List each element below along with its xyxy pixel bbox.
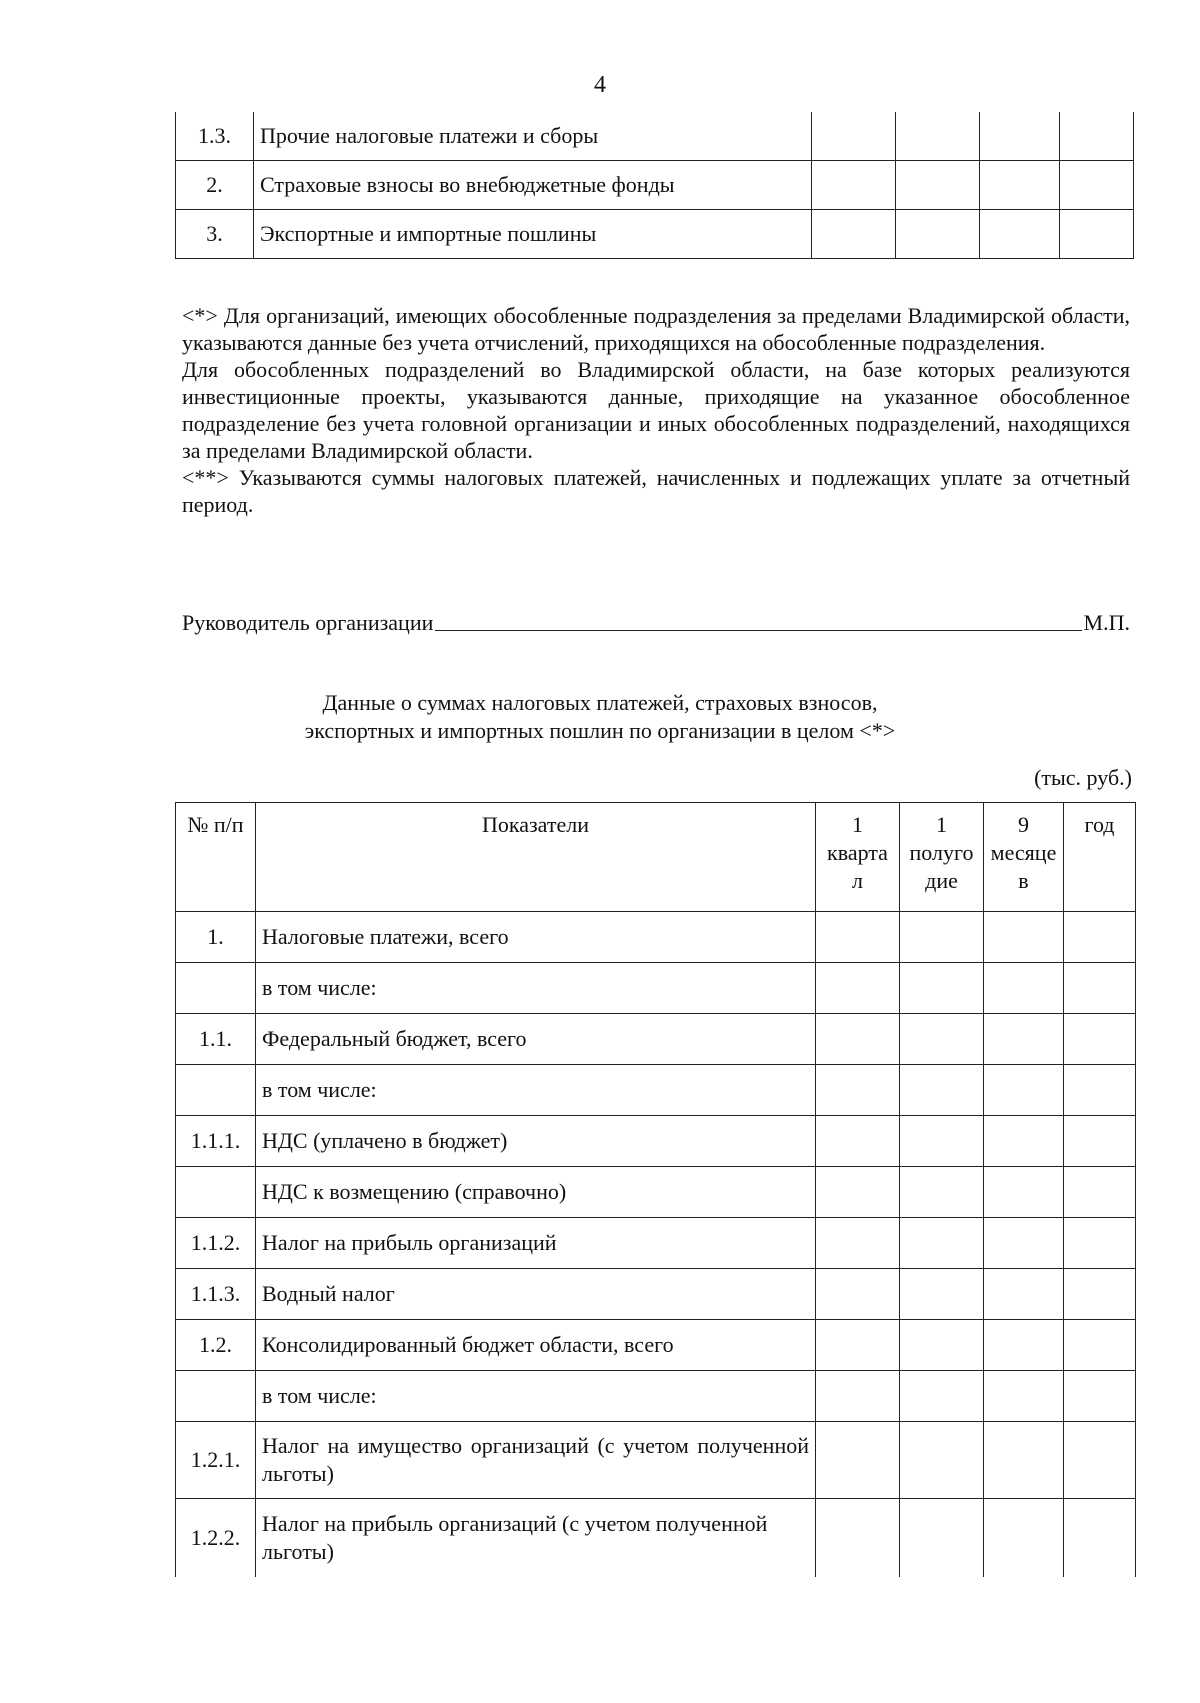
value-cell [812,161,896,210]
value-cell [812,210,896,259]
row-label: Страховые взносы во внебюджетные фонды [254,161,812,210]
value-cell [1064,1218,1136,1269]
section-heading [0,689,1200,745]
value-cell [980,210,1060,259]
value-cell [816,1218,900,1269]
row-label: Налог на прибыль организаций (с учетом полученной льготы) [256,1499,816,1578]
table-row [176,1065,1136,1116]
row-number: 1.1.2. [176,1218,256,1269]
row-number [176,963,256,1014]
heading-line-2: экспортных и импортных пошлин по организации в целом <*> [304,718,896,743]
header-half-year [900,803,984,912]
value-cell [1060,210,1134,259]
header-text: 1 [936,812,947,837]
stamp-label: М.П. [1083,610,1130,635]
main-table [175,802,1136,1577]
row-label: Экспортные и импортные пошлины [254,210,812,259]
value-cell [896,112,980,161]
row-number [176,1167,256,1218]
table-row [176,1167,1136,1218]
value-cell [816,912,900,963]
header-indicators: Показатели [256,803,816,912]
value-cell [1064,1371,1136,1422]
value-cell [816,963,900,1014]
row-label: в том числе: [256,1065,816,1116]
top-table [175,112,1134,259]
page-number: 4 [594,72,606,98]
table-row [176,161,1134,210]
row-label: Налог на прибыль организаций [256,1218,816,1269]
table-row [176,1422,1136,1499]
row-label: Федеральный бюджет, всего [256,1014,816,1065]
header-9-months [984,803,1064,912]
row-number: 1.1.3. [176,1269,256,1320]
table-row [176,1218,1136,1269]
header-year: год [1064,803,1136,912]
value-cell [1064,963,1136,1014]
table-row [176,112,1134,161]
heading-line-1: Данные о суммах налоговых платежей, страховых взносов, [322,690,878,715]
value-cell [984,1218,1064,1269]
value-cell [1060,112,1134,161]
value-cell [900,963,984,1014]
table-row [176,1269,1136,1320]
header-quarter-1 [816,803,900,912]
table-header-row [176,803,1136,912]
value-cell [896,210,980,259]
row-label: НДС (уплачено в бюджет) [256,1116,816,1167]
row-label: НДС к возмещению (справочно) [256,1167,816,1218]
value-cell [984,1371,1064,1422]
row-number: 1.2. [176,1320,256,1371]
footnotes [182,302,1130,518]
row-number [176,1065,256,1116]
header-text: месяце [990,840,1057,865]
header-text: в [1018,868,1029,893]
value-cell [984,1269,1064,1320]
table-row [176,912,1136,963]
value-cell [984,1065,1064,1116]
value-cell [1064,1065,1136,1116]
value-cell [900,1065,984,1116]
header-text: дие [925,868,958,893]
value-cell [816,1065,900,1116]
value-cell [816,1422,900,1499]
row-label: Налоговые платежи, всего [256,912,816,963]
row-label: Консолидированный бюджет области, всего [256,1320,816,1371]
footnote-2: <**> Указываются суммы налоговых платежей, начисленных и подлежащих уплате за отчетный период. [182,465,1130,517]
value-cell [900,1167,984,1218]
row-number [176,1371,256,1422]
table-row [176,1014,1136,1065]
row-number: 1.2.1. [176,1422,256,1499]
row-number: 1.3. [176,112,254,161]
value-cell [1064,1116,1136,1167]
table-row [176,963,1136,1014]
header-text: 1 [852,812,863,837]
value-cell [816,1320,900,1371]
value-cell [900,1422,984,1499]
value-cell [816,1499,900,1578]
row-number: 1.1.1. [176,1116,256,1167]
row-number: 3. [176,210,254,259]
header-text: 9 [1018,812,1029,837]
table-row [176,1371,1136,1422]
value-cell [1060,161,1134,210]
signature-line [435,629,1081,631]
value-cell [984,1167,1064,1218]
table-row [176,210,1134,259]
footnote-1-continued: Для обособленных подразделений во Владимирской области, на базе которых реализуются инвестиционные проекты, указываются данные, приходящие на указанное обособленное подразделение без учета головной организации и иных обособленных подразделений, находящихся за пределами Владимирской области. [182,357,1130,463]
value-cell [816,1167,900,1218]
value-cell [900,912,984,963]
value-cell [984,1499,1064,1578]
value-cell [980,112,1060,161]
value-cell [900,1499,984,1578]
value-cell [900,1371,984,1422]
table-row [176,1499,1136,1578]
value-cell [984,963,1064,1014]
row-label: Водный налог [256,1269,816,1320]
value-cell [1064,1320,1136,1371]
value-cell [984,1116,1064,1167]
value-cell [900,1116,984,1167]
row-label: Налог на имущество организаций (с учетом полученной льготы) [256,1422,816,1499]
value-cell [900,1218,984,1269]
value-cell [816,1371,900,1422]
row-number: 1. [176,912,256,963]
header-num: № п/п [176,803,256,912]
value-cell [812,112,896,161]
value-cell [984,1422,1064,1499]
value-cell [980,161,1060,210]
header-text: л [852,868,863,893]
row-number: 1.1. [176,1014,256,1065]
header-text: полуго [909,840,974,865]
row-label: в том числе: [256,963,816,1014]
table-row [176,1320,1136,1371]
value-cell [1064,1499,1136,1578]
row-label: Прочие налоговые платежи и сборы [254,112,812,161]
value-cell [1064,1269,1136,1320]
value-cell [900,1269,984,1320]
signature-label: Руководитель организации [182,610,434,635]
value-cell [900,1320,984,1371]
header-text: кварта [827,840,888,865]
value-cell [1064,912,1136,963]
value-cell [900,1014,984,1065]
row-number: 1.2.2. [176,1499,256,1578]
table-row [176,1116,1136,1167]
units-label: (тыс. руб.) [1034,765,1132,790]
row-number: 2. [176,161,254,210]
value-cell [1064,1014,1136,1065]
value-cell [984,912,1064,963]
value-cell [984,1014,1064,1065]
value-cell [1064,1167,1136,1218]
value-cell [896,161,980,210]
value-cell [984,1320,1064,1371]
value-cell [816,1014,900,1065]
row-label: в том числе: [256,1371,816,1422]
value-cell [816,1116,900,1167]
footnote-1: <*> Для организаций, имеющих обособленные подразделения за пределами Владимирской области, указываются данные без учета отчислений, приходящихся на обособленные подразделения. [182,303,1130,355]
signature-block [182,610,1130,636]
value-cell [816,1269,900,1320]
value-cell [1064,1422,1136,1499]
